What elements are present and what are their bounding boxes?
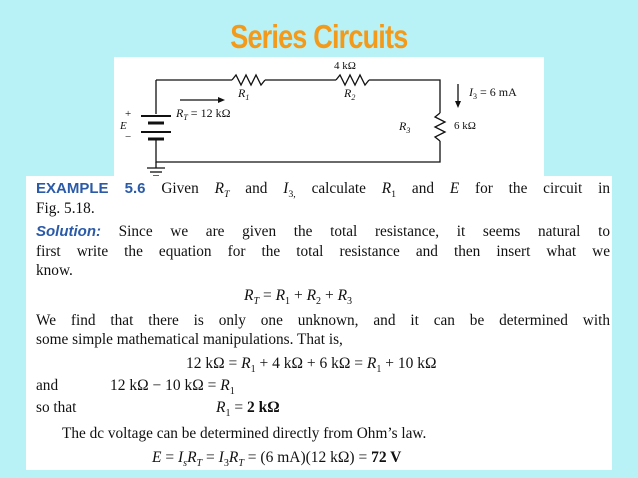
example-label: EXAMPLE 5.6 [36, 180, 146, 197]
equation-ohms-law: $E = I_sR_T = I_3R_T = (6$ mA)(12 kΩ) = 72 V [152, 449, 402, 470]
solution-label: Solution: [36, 223, 101, 240]
solution-line3: know. [36, 262, 73, 279]
source-label: E [120, 120, 127, 132]
r1-label: $R_1$ [238, 86, 250, 102]
and-label: and [36, 377, 59, 394]
paragraph1-line2: some simple mathematical manipulations. That is, [36, 331, 343, 348]
equation-subtraction: 12 kΩ − 10 $k\Omega = R_1$ [110, 377, 235, 398]
battery-symbol [141, 116, 171, 145]
r2-value: 4 kΩ [334, 60, 356, 72]
example-heading: EXAMPLE 5.6 Given $R_T$ and $I_{3,}$ calculate $R_1$ and E for the circuit in [36, 180, 610, 201]
paragraph2: The dc voltage can be determined directly from Ohm’s law. [62, 425, 427, 442]
equation-substitution: 12 $k\Omega = R_1 + 4$ kΩ + 6 $k\Omega = R_1 + 10$ kΩ [186, 355, 437, 376]
example-panel [26, 176, 612, 470]
resistor-r3 [435, 113, 445, 141]
circuit-diagram [114, 57, 544, 179]
so-that-label: so that [36, 399, 77, 416]
solution-line1: Solution: Since we are given the total resistance, it seems natural to [36, 223, 610, 240]
equation-r1-result: $R_1 = 2$ kΩ [216, 399, 280, 420]
minus-sign: − [125, 131, 132, 143]
slide-title: Series Circuits [230, 18, 408, 55]
resistor-r1 [232, 75, 265, 85]
resistor-r2 [336, 75, 369, 85]
rt-label: $R_T = 12$ kΩ [176, 106, 231, 122]
example-line2: Fig. 5.18. [36, 200, 95, 217]
plus-sign: + [125, 108, 132, 120]
ground-symbol [147, 162, 165, 176]
r3-value: 6 kΩ [454, 120, 476, 132]
r2-label: $R_2$ [344, 86, 356, 102]
equation-total-resistance: $R_T = R_1 + R_2 + R_3$ [244, 287, 353, 308]
solution-line2: first write the equation for the total resistance and then insert what we [36, 243, 610, 260]
paragraph1-line1: We find that there is only one unknown, and it can be determined with [36, 312, 610, 329]
current-label: $I_3 = 6$ mA [469, 85, 517, 101]
r3-label: $R_3$ [399, 119, 411, 135]
